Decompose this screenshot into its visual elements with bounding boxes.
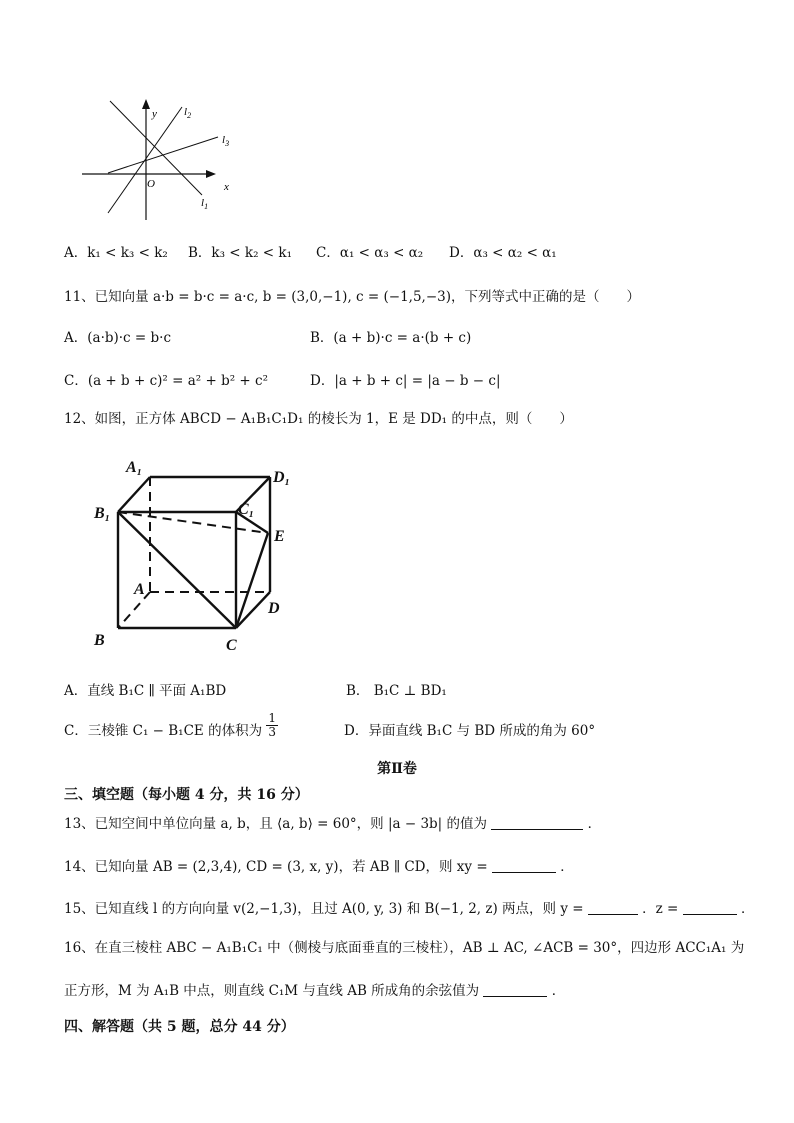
x-axis-arrow bbox=[206, 170, 216, 178]
q15 bbox=[64, 900, 754, 918]
q14-end: ． bbox=[560, 859, 574, 875]
l3-label: $l_3$ bbox=[222, 134, 230, 148]
q14-text: 14、已知向量 AB = (2,3,4), CD = (3, x, y)，若 AB ∥ CD，则 xy = bbox=[64, 859, 488, 875]
l2-label: $l_2$ bbox=[184, 106, 192, 120]
q12-stem: 12、如图，正方体 ABCD − A₁B₁C₁D₁ 的棱长为 1，E 是 DD₁ 的中点，则（ ） bbox=[64, 411, 573, 427]
q11-option-a: A．(a·b)·c = b·c bbox=[64, 330, 172, 346]
part2-title: 第Ⅱ卷 bbox=[377, 761, 417, 777]
vertex-a: A bbox=[134, 581, 145, 598]
q10-option-b: B．k₃ < k₂ < k₁ bbox=[188, 245, 292, 261]
q11-option-c: C．(a + b + c)² = a² + b² + c² bbox=[64, 373, 268, 389]
q12-option-a: A．直线 B₁C ∥ 平面 A₁BD bbox=[64, 683, 227, 699]
y-label: y bbox=[152, 108, 157, 120]
q16-line2 bbox=[64, 982, 565, 1000]
q16-text: 正方形，M 为 A₁B 中点，则直线 C₁M 与直线 AB 所成角的余弦值为 bbox=[64, 983, 480, 999]
vertex-e: E bbox=[274, 528, 285, 545]
cube-figure bbox=[88, 455, 308, 660]
lines-figure bbox=[80, 95, 240, 220]
fraction-numerator: 1 bbox=[268, 711, 277, 725]
fraction-one-third bbox=[266, 712, 278, 739]
q14-answer-blank[interactable] bbox=[492, 858, 556, 873]
q15-z-blank[interactable] bbox=[683, 900, 737, 915]
line-l2 bbox=[108, 107, 182, 213]
q10-option-d: D．α₃ < α₂ < α₁ bbox=[449, 245, 557, 261]
origin-label: O bbox=[147, 178, 155, 190]
x-label: x bbox=[224, 181, 229, 193]
q15-text: 15、已知直线 l 的方向向量 v(2,−1,3)，且过 A(0, y, 3) 和 B(−1, 2, z) 两点，则 y = bbox=[64, 901, 584, 917]
q14 bbox=[64, 858, 574, 876]
vertex-d1: D₁ bbox=[273, 469, 291, 486]
q11-option-d: D．|a + b + c| = |a − b − c| bbox=[310, 373, 501, 389]
vertex-c: C bbox=[226, 637, 237, 654]
q15-y-blank[interactable] bbox=[588, 900, 638, 915]
vertex-d: D bbox=[268, 600, 280, 617]
line-l3 bbox=[108, 137, 218, 173]
q12-option-c bbox=[64, 711, 278, 740]
q15-mid: ．z = bbox=[642, 901, 679, 917]
section3-heading: 三、填空题（每小题 4 分，共 16 分） bbox=[64, 787, 309, 803]
q13-end: ． bbox=[587, 816, 602, 832]
vertex-b: B bbox=[94, 632, 105, 649]
q16-answer-blank[interactable] bbox=[483, 982, 547, 997]
l1-label: $l_1$ bbox=[201, 197, 209, 211]
vertex-a1: A₁ bbox=[126, 459, 143, 476]
vertex-b1: B₁ bbox=[94, 505, 111, 522]
q13-answer-blank[interactable] bbox=[491, 815, 583, 830]
q13-text: 13、已知空间中单位向量 a, b，且 ⟨a, b⟩ = 60°，则 |a − 3b| 的值为 bbox=[64, 816, 488, 832]
q10-option-c: C．α₁ < α₃ < α₂ bbox=[316, 245, 424, 261]
q12-option-c-text: C．三棱锥 C₁ − B₁CE 的体积为 bbox=[64, 723, 263, 739]
q12-option-d: D．异面直线 B₁C 与 BD 所成的角为 60° bbox=[344, 723, 596, 739]
section4-heading: 四、解答题（共 5 题，总分 44 分） bbox=[64, 1019, 295, 1035]
q15-end: ． bbox=[740, 901, 755, 917]
q12-option-b: B． B₁C ⊥ BD₁ bbox=[346, 683, 447, 699]
q10-option-a: A．k₁ < k₃ < k₂ bbox=[64, 245, 168, 261]
q16-end: ． bbox=[551, 983, 566, 999]
q16-line1: 16、在直三棱柱 ABC − A₁B₁C₁ 中（侧棱与底面垂直的三棱柱），AB ⊥ AC, ∠ACB = 30°，四边形 ACC₁A₁ 为 bbox=[64, 940, 745, 956]
q11-stem: 11、已知向量 a·b = b·c = a·c, b = (3,0,−1), c = (−1,5,−3)，下列等式中正确的是（ ） bbox=[64, 289, 640, 305]
q11-option-b: B．(a + b)·c = a·(b + c) bbox=[310, 330, 472, 346]
y-axis-arrow bbox=[142, 99, 150, 109]
q13 bbox=[64, 815, 601, 833]
fraction-denominator: 3 bbox=[268, 725, 277, 739]
vertex-c1: C₁ bbox=[238, 501, 255, 518]
